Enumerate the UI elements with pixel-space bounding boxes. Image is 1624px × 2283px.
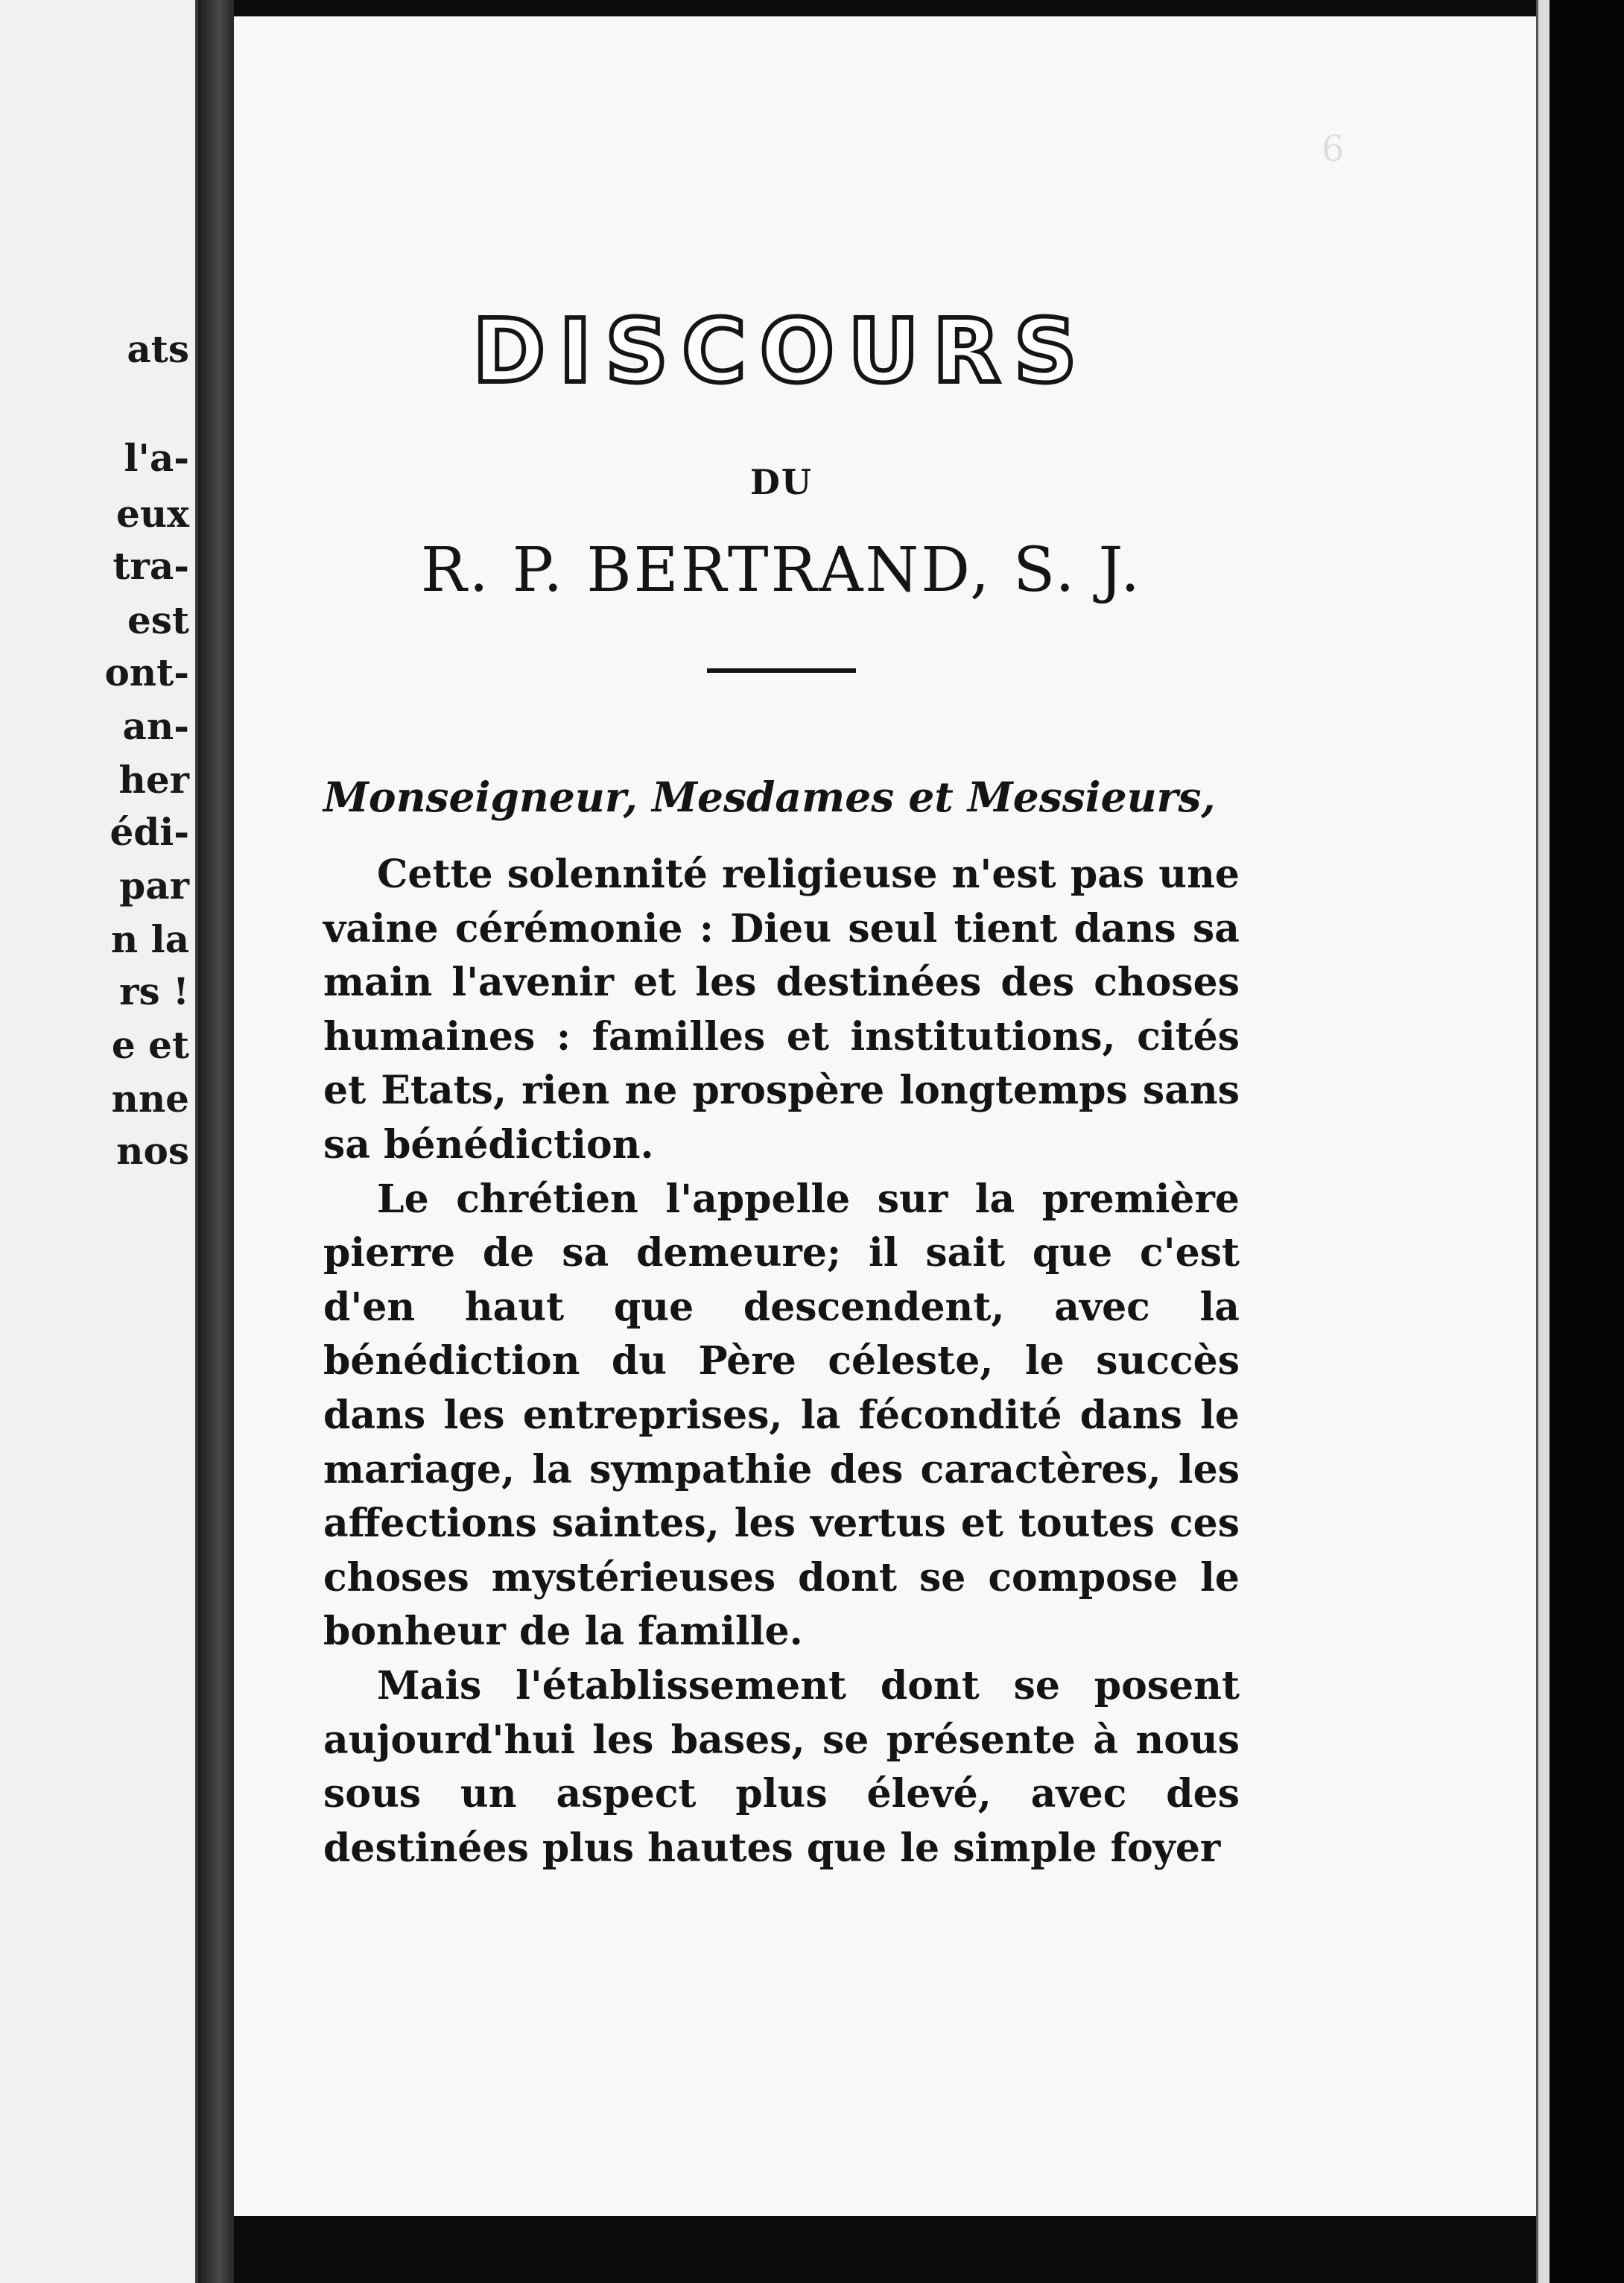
facing-page-fragment: est	[127, 598, 189, 642]
facing-page-edge	[0, 0, 198, 2283]
facing-page-fragment: par	[119, 864, 189, 908]
facing-page-fragment: n la	[110, 917, 189, 961]
facing-page-fragment: her	[118, 758, 189, 802]
facing-page-fragment: eux	[116, 492, 189, 536]
book-page	[234, 16, 1536, 2216]
book-gutter	[198, 0, 234, 2283]
page-number-bleed-through: 6	[1322, 128, 1345, 170]
body-text	[323, 848, 1240, 1875]
facing-page-fragment: rs !	[119, 969, 189, 1013]
facing-page-fragment: tra-	[112, 544, 189, 588]
facing-page-fragment: an-	[122, 704, 189, 748]
facing-page-fragment: e et	[111, 1023, 189, 1067]
facing-page-fragment: ats	[127, 327, 189, 371]
facing-page-fragment: nos	[116, 1129, 189, 1173]
facing-page-fragment: ont-	[104, 650, 189, 694]
facing-page-fragment: l'a-	[124, 436, 189, 480]
page-title: DISCOURS	[472, 300, 1091, 402]
facing-page-fragment: nne	[111, 1077, 189, 1121]
facing-page-text	[0, 0, 189, 2283]
scan-background	[1550, 0, 1624, 2283]
title-connector: DU	[749, 462, 813, 502]
paragraph: Mais l'établissement dont se posent aujourd'hui les bases, se présente à nous sous un aspect plus élevé, avec des destinées plus hautes que le simple foyer	[323, 1662, 1240, 1871]
paragraph: Le chrétien l'appelle sur la première pierre de sa demeure; il sait que c'est d'en haut que descendent, avec la bénédiction du Père céleste, le succès dans les entreprises, la fécondité dans le mariage, la sympathie des caractères, les affections saintes, les vertus et toutes ces choses mystérieuses dont se compose le bonheur de la famille.	[323, 1176, 1240, 1655]
facing-page-fragment: édi-	[110, 810, 189, 854]
author-name: R. P. BERTRAND, S. J.	[420, 535, 1143, 606]
page-content	[323, 285, 1240, 1875]
paragraph: Cette solennité religieuse n'est pas une vaine cérémonie : Dieu seul tient dans sa main l'avenir et les destinées des choses humaines : familles et institutions, cités et Etats, rien ne prospère longtemps sans sa bénédiction.	[323, 852, 1240, 1168]
salutation: Monseigneur, Mesdames et Messieurs,	[323, 773, 1216, 821]
title-rule	[707, 668, 856, 673]
